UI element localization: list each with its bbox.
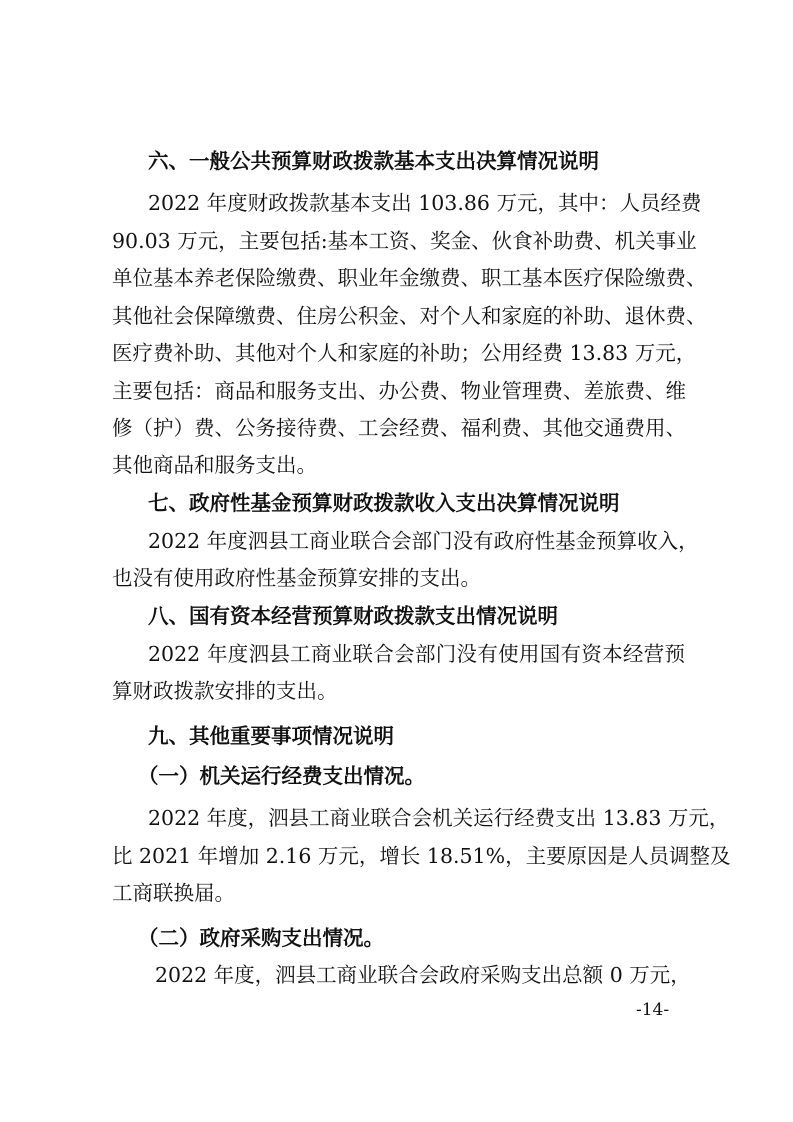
paragraph-line: 医疗费补助、其他对个人和家庭的补助；公用经费 13.83 万元，	[112, 341, 697, 365]
section-8-heading: 八、国有资本经营预算财政拨款支出情况说明	[148, 604, 558, 628]
paragraph-line: 2022 年度泗县工商业联合会部门没有使用国有资本经营预	[148, 642, 685, 666]
paragraph-line: 2022 年度财政拨款基本支出 103.86 万元，其中：人员经费	[148, 191, 702, 215]
paragraph-line: 2022 年度，泗县工商业联合会政府采购支出总额 0 万元，	[155, 963, 691, 987]
paragraph-line: 主要包括：商品和服务支出、办公费、物业管理费、差旅费、维	[112, 379, 686, 403]
paragraph-line: 其他商品和服务支出。	[112, 453, 317, 477]
paragraph-line: 比 2021 年增加 2.16 万元，增长 18.51%，主要原因是人员调整及	[112, 844, 731, 868]
paragraph-line: 其他社会保障缴费、住房公积金、对个人和家庭的补助、退休费、	[112, 304, 707, 328]
subsection-2-heading: （二）政府采购支出情况。	[138, 926, 384, 950]
paragraph-line: 单位基本养老保险缴费、职业年金缴费、职工基本医疗保险缴费、	[112, 266, 707, 290]
paragraph-line: 工商联换届。	[112, 881, 235, 905]
section-9-heading: 九、其他重要事项情况说明	[148, 724, 394, 748]
page-number: -14-	[636, 1000, 670, 1020]
paragraph-line: 90.03 万元，主要包括:基本工资、奖金、伙食补助费、机关事业	[112, 229, 697, 253]
paragraph-line: 算财政拨款安排的支出。	[112, 679, 338, 703]
paragraph-line: 也没有使用政府性基金预算安排的支出。	[112, 566, 481, 590]
paragraph-line: 2022 年度，泗县工商业联合会机关运行经费支出 13.83 万元，	[148, 806, 730, 830]
section-7-heading: 七、政府性基金预算财政拨款收入支出决算情况说明	[148, 491, 620, 515]
paragraph-line: 2022 年度泗县工商业联合会部门没有政府性基金预算收入，	[148, 529, 699, 553]
paragraph-line: 修（护）费、公务接待费、工会经费、福利费、其他交通费用、	[112, 416, 686, 440]
section-6-heading: 六、一般公共预算财政拨款基本支出决算情况说明	[148, 149, 599, 173]
subsection-1-heading: （一）机关运行经费支出情况。	[138, 764, 425, 788]
